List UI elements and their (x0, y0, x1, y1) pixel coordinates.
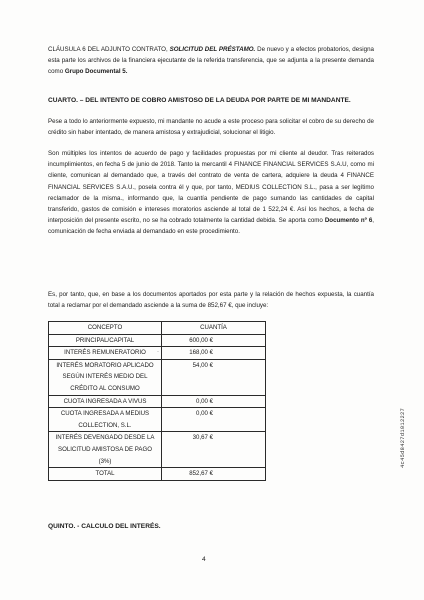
document-reference: Documento nº 6 (324, 217, 373, 225)
section-quinto-heading (48, 522, 374, 532)
paragraph-text: Son múltiples los intentos de acuerdo de pago y facilidades propuestas por mi cliente al deudor. Tras reiterados incumplimientos, en fecha 5 de junio de 2018. Tanto la mercantil 4 FINANCE FINANCIAL SERVICES S.A.U, como mi cliente, comunican al demandado que, a través del contrato de venta de cartera, adquiere la deuda 4 FINANCE FINANCIAL SERVICES S.A.U., posela contra él y que, por tanto, MEDIUS COLLECTION S.L., pasa a ser legítimo reclamador de la misma., informando que, la cuantía pendiente de pago sumando las cantidades de capital transferido, gastos de comisión e intereses moratorios asciende al total de 1 522,24 €. Así los hechos, a fecha de interposición del presente escrito, no se ha cobrado totalmente la cantidad debida. Se aporta como (48, 150, 374, 225)
paragraph-text: Pese a todo lo anteriormente expuesto, mi mandante no acude a este proceso para solicitar el cobro de su derecho de crédito sin haber intentado, de manera amistosa y extrajudicial, solucionar el litigio. (48, 118, 374, 137)
table-cell-concept: INTERÉS MORATORIO APLICADO SEGÚN INTERÉS MEDIO DEL CRÉDITO AL CONSUMO (49, 359, 162, 395)
section-cuarto-para3 (48, 289, 374, 311)
side-verification-code: 4c45d8427d1012227 (400, 407, 406, 468)
table-cell-amount: 168,00 € (162, 347, 266, 360)
table-cell-concept: INTERÉS DEVENGADO DESDE LA SOLICITUD AMISTOSA DE PAGO (3%) (49, 432, 162, 468)
table-cell-concept: CUOTA INGRESADA A VIVUS (49, 395, 162, 408)
table-cell-amount: 600,00 € (162, 334, 266, 347)
table-cell-concept: CUOTA INGRESADA A MEDIUS COLLECTION, S.L. (49, 408, 162, 432)
section-cuarto-para1 (48, 116, 374, 138)
section-cuarto-heading (48, 96, 374, 106)
table-cell-amount: 30,67 € (162, 432, 266, 468)
table-cell-concept: PRINCIPAL/CAPITAL (49, 334, 162, 347)
table-row (49, 359, 266, 395)
intro-text-start: CLÁUSULA 6 DEL ADJUNTO CONTRATO, (48, 46, 170, 53)
section-cuarto-para2 (48, 148, 374, 238)
section-heading: CUARTO. – DEL INTENTO DE COBRO AMISTOSO DE LA DEUDA POR PARTE DE MI MANDANTE. (48, 97, 351, 104)
table-cell-amount: 0,00 € (162, 395, 266, 408)
table-cell-amount: 54,00 € (162, 359, 266, 395)
table-cell-amount: 0,00 € (162, 408, 266, 432)
table-cell-amount: 852,67 € (162, 468, 266, 481)
table-row (49, 432, 266, 468)
scan-artifact-mark: · (157, 349, 159, 355)
table-header-row (49, 322, 266, 335)
claim-amount-table (48, 321, 266, 481)
paragraph-text: Es, por tanto, que, en base a los documentos aportados por esta parte y la relación de hechos expuesta, la cuantía total a reclamar por el demandado asciende a la suma de 852,67 €, que incluye: (48, 291, 374, 310)
intro-text-rest: De nuevo y a efectos probatorios, designa esta parte los archivos de la financiera ejecutante de la referida transferencia, que se adjunta a la presente demanda como (48, 46, 374, 76)
paragraph-text-end: , comunicación de fecha enviada al demandado en este procedimiento. (48, 217, 375, 236)
table-header-concept: CONCEPTO (49, 322, 162, 335)
table-total-row (49, 468, 266, 481)
page-number: 4 (202, 556, 206, 563)
document-reference: Grupo Documental 5. (64, 68, 128, 76)
table-cell-concept: INTERÉS REMUNERATORIO (49, 347, 162, 360)
section-heading: QUINTO. - CALCULO DEL INTERÉS. (48, 523, 161, 530)
table-row (49, 395, 266, 408)
table-row (49, 408, 266, 432)
clause-title: SOLICITUD DEL PRÉSTAMO. (169, 46, 256, 53)
table-row (49, 334, 266, 347)
intro-paragraph (48, 44, 374, 78)
table-header-amount: CUANTÍA (162, 322, 266, 335)
table-cell-concept: TOTAL (49, 468, 162, 481)
